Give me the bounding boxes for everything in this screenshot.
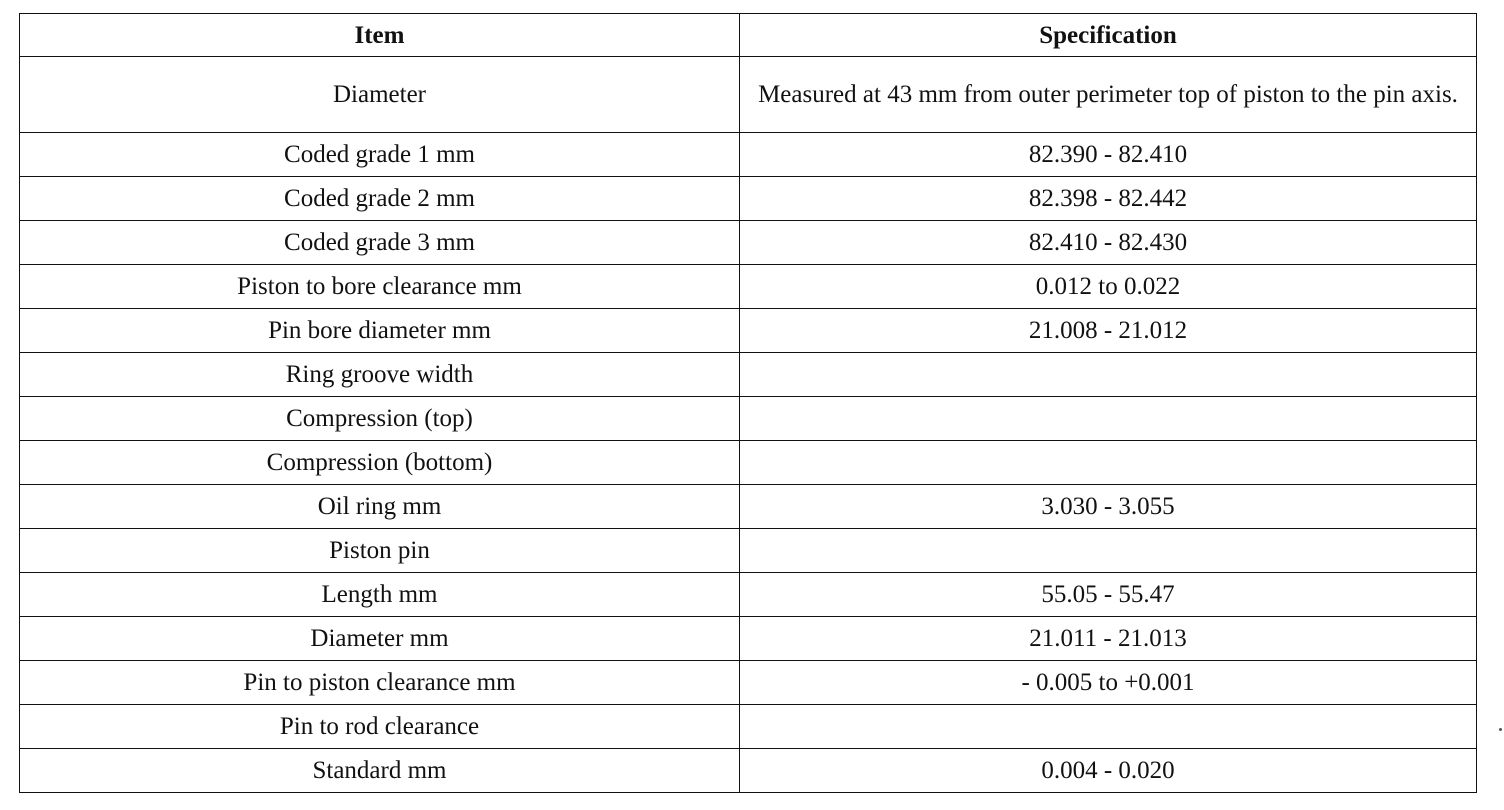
table-row	[20, 573, 1477, 617]
spec-cell: 55.05 - 55.47	[740, 573, 1477, 617]
item-cell: Oil ring mm	[20, 485, 740, 529]
item-cell: Compression (top)	[20, 397, 740, 441]
item-cell: Ring groove width	[20, 353, 740, 397]
table-row	[20, 353, 1477, 397]
spec-cell	[740, 529, 1477, 573]
spec-cell: 0.004 - 0.020	[740, 749, 1477, 793]
table-row	[20, 177, 1477, 221]
item-cell: Pin to rod clearance	[20, 705, 740, 749]
spec-cell: 82.390 - 82.410	[740, 133, 1477, 177]
table-row	[20, 397, 1477, 441]
scan-speck	[1499, 728, 1502, 731]
item-cell: Standard mm	[20, 749, 740, 793]
table-row	[20, 705, 1477, 749]
table-header	[20, 14, 1477, 57]
header-specification: Specification	[740, 14, 1477, 57]
spec-cell: Measured at 43 mm from outer perimeter top of piston to the pin axis.	[740, 57, 1477, 133]
item-cell: Coded grade 2 mm	[20, 177, 740, 221]
item-cell: Coded grade 3 mm	[20, 221, 740, 265]
spec-cell: 3.030 - 3.055	[740, 485, 1477, 529]
spec-cell	[740, 397, 1477, 441]
header-row	[20, 14, 1477, 57]
spec-cell: 21.011 - 21.013	[740, 617, 1477, 661]
table-row	[20, 265, 1477, 309]
table-body	[20, 57, 1477, 793]
item-cell: Compression (bottom)	[20, 441, 740, 485]
table-row	[20, 485, 1477, 529]
spec-cell	[740, 353, 1477, 397]
table-row	[20, 441, 1477, 485]
table-row	[20, 529, 1477, 573]
spec-cell: 0.012 to 0.022	[740, 265, 1477, 309]
spec-cell: 82.410 - 82.430	[740, 221, 1477, 265]
item-cell: Pin bore diameter mm	[20, 309, 740, 353]
item-cell: Coded grade 1 mm	[20, 133, 740, 177]
table-row	[20, 221, 1477, 265]
specification-table	[19, 13, 1477, 793]
spec-cell	[740, 441, 1477, 485]
item-cell: Piston pin	[20, 529, 740, 573]
table-row	[20, 661, 1477, 705]
spec-cell: 21.008 - 21.012	[740, 309, 1477, 353]
item-cell: Diameter	[20, 57, 740, 133]
spec-cell: 82.398 - 82.442	[740, 177, 1477, 221]
table-row	[20, 133, 1477, 177]
item-cell: Length mm	[20, 573, 740, 617]
table-row	[20, 309, 1477, 353]
spec-cell: - 0.005 to +0.001	[740, 661, 1477, 705]
table-row	[20, 57, 1477, 133]
spec-cell	[740, 705, 1477, 749]
table-row	[20, 749, 1477, 793]
header-item: Item	[20, 14, 740, 57]
table-row	[20, 617, 1477, 661]
item-cell: Diameter mm	[20, 617, 740, 661]
item-cell: Pin to piston clearance mm	[20, 661, 740, 705]
item-cell: Piston to bore clearance mm	[20, 265, 740, 309]
